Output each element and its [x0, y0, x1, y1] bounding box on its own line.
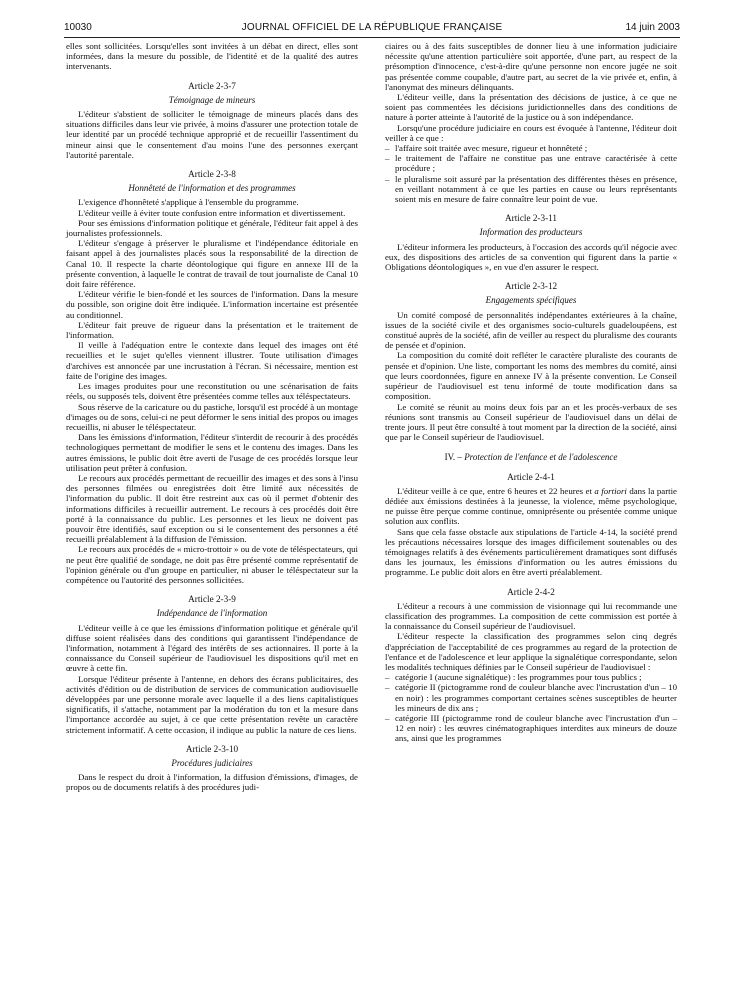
- conditions-list: [385, 143, 677, 204]
- publication-date: 14 juin 2003: [625, 22, 680, 33]
- article-heading: Article 2-3-8: [188, 169, 236, 180]
- paragraph: L'éditeur veille à ce que les émissions d'information politique et générale qu'il diffuse soient réalisées dans des conditions qui garantissent l'indépendance de l'information, notamment à l'égard des intérêts de ses actionnaires. Il porte à la connaissance du Conseil supérieur de l'audiovisuel les dispositions qu'il met en œuvre à cette fin.: [66, 622, 358, 674]
- paragraph: L'exigence d'honnêteté s'applique à l'ensemble du programme.: [78, 197, 299, 208]
- paragraph: Le comité se réunit au moins deux fois par an et les procès-verbaux de ses réunions sont transmis au Conseil supérieur de l'audiovisuel dans un délai de trente jours. Il peut être consulté à tout moment par la direction de la société, ainsi que par le Conseil supérieur de l'audiovisuel.: [385, 401, 677, 443]
- article-subtitle: Engagements spécifiques: [485, 295, 577, 306]
- page-number: 10030: [64, 22, 92, 33]
- paragraph: L'éditeur vérifie le bien-fondé et les sources de l'information. Dans la mesure du possible, son origine doit être indiquée. L'information incertaine est présentée au conditionnel.: [66, 289, 358, 320]
- paragraph: L'éditeur fait preuve de rigueur dans la présentation et le traitement de l'information.: [66, 319, 358, 341]
- paragraph: ciaires ou à des faits susceptibles de donner lieu à une information judiciaire nécessite qu'une attention particulière soit apportée, d'une part, au respect de la présomption d'innocence, c'est-à-dire qu'une personne non encore jugée ne soit pas présentée comme coupable, d'autre part, au secret de la vie privée et, enfin, à l'anonymat des mineurs délinquants.: [385, 41, 677, 92]
- paragraph: Pour ses émissions d'information politique et générale, l'éditeur fait appel à des journalistes professionnels.: [66, 217, 358, 239]
- header-rule: [64, 37, 680, 38]
- paragraph: Sous réserve de la caricature ou du pastiche, lorsqu'il est procédé à un montage d'images ou de sons, celui-ci ne peut déformer le sens initial des propos ou images recueillis, ni abuser le téléspectateur.: [66, 401, 358, 432]
- paragraph: Il veille à l'adéquation entre le contexte dans lequel des images ont été recueillies et le sujet qu'elles viennent illustrer. Toute utilisation d'images d'archives est annoncée par une incrustation à l'écran. Si nécessaire, mention est faite de l'origine des images.: [66, 340, 358, 381]
- list-item: – le pluralisme soit assuré par la présentation des différentes thèses en présence, en veillant notamment à ce que les parties en cause ou leurs représentants soient mis en mesure de faire connaître leur point de vue.: [385, 174, 677, 205]
- paragraph: Dans les émissions d'information, l'éditeur s'interdit de recourir à des procédés technologiques permettant de modifier le sens et le contenu des images. Dans les autres émissions, le public doit être averti de l'usage de ces procédés lorsque leur utilisation peut prêter à confusion.: [66, 432, 358, 473]
- right-column: [385, 41, 677, 744]
- paragraph: L'éditeur s'abstient de solliciter le témoignage de mineurs placés dans des situations difficiles dans leur vie privée, à moins d'assurer une protection totale de leur identité par un procédé technique approprié et de recueillir l'assentiment du mineur ainsi que le consentement d'au moins l'une des personnes exerçant l'autorité parentale.: [66, 109, 358, 160]
- article-heading: Article 2-4-2: [507, 586, 555, 597]
- paragraph: Le recours aux procédés permettant de recueillir des images et des sons à l'insu des personnes filmées ou enregistrées doit être limité aux nécessités de l'information du public. Il doit être restreint aux cas où il permet d'obtenir des informations difficiles à recueillir autrement. Le recours à ces procédés doit être porté à la connaissance du public. Les personnes et les lieux ne doivent pas pouvoir être identifiés, sauf exception ou si le consentement des personnes a été recueilli préalablement à la diffusion de l'émission.: [66, 472, 358, 545]
- categories-list: [385, 672, 677, 743]
- paragraph: L'éditeur veille, dans la présentation des décisions de justice, à ce que ne soient pas commentées les décisions juridictionnelles dans des conditions de nature à porter atteinte à l'autorité de la justice ou à son indépendance.: [385, 92, 677, 123]
- paragraph: elles sont sollicitées. Lorsqu'elles sont invitées à un débat en direct, elles sont informées, dans la mesure du possible, de l'identité et de la qualité des autres intervenants.: [66, 41, 358, 72]
- paragraph: Lorsqu'une procédure judiciaire en cours est évoquée à l'antenne, l'éditeur doit veiller à ce que :: [385, 122, 677, 143]
- paragraph: Lorsque l'éditeur présente à l'antenne, en dehors des écrans publicitaires, des activités d'édition ou de distribution de services de communication audiovisuelle développées par une personne morale avec laquelle il a des liens capitalistiques significatifs, il s'attache, notamment par la modération du ton et la mesure dans l'importance accordée au sujet, à ce que cette présentation revête un caractère strictement informatif. A cette occasion, il indique au public la nature de ces liens.: [66, 673, 358, 735]
- list-item: – catégorie III (pictogramme rond de couleur blanche avec l'incrustation d'un – 12 en noir) : les œuvres cinématographiques interdites aux mineurs de douze ans, ainsi que les programmes: [385, 713, 677, 744]
- paragraph: [385, 486, 677, 527]
- list-item: – le traitement de l'affaire ne constitue pas une entrave caractérisée à cette procédure ;: [385, 153, 677, 173]
- text-run-italic: a fortiori: [594, 485, 627, 496]
- paragraph: L'éditeur veille à éviter toute confusion entre information et divertissement.: [78, 207, 346, 218]
- article-subtitle: Information des producteurs: [479, 227, 583, 238]
- page-header: [64, 22, 680, 36]
- article-subtitle: Procédures judiciaires: [171, 758, 253, 768]
- article-heading: Article 2-3-11: [505, 213, 557, 224]
- list-item: – catégorie I (aucune signalétique) : les programmes pour tous publics ;: [385, 672, 677, 682]
- article-heading: Article 2-3-10: [185, 743, 239, 754]
- list-item: – catégorie II (pictogramme rond de couleur blanche avec l'incrustation d'un – 10 en noir) : les programmes comportant certaines scènes susceptibles de heurter les mineurs de dix ans ;: [385, 682, 677, 713]
- paragraph: Dans le respect du droit à l'information, la diffusion d'émissions, d'images, de propos ou de documents relatifs à des procédures judi-: [66, 772, 358, 793]
- text-run: dans la partie dédiée aux émissions destinées à la jeunesse, la violence, même psychologique, ne puisse être perçue comme continue, omniprésente ou présentée comme unique solution aux conflits.: [385, 485, 677, 527]
- paragraph: L'éditeur respecte la classification des programmes selon cinq degrés d'appréciation de l'acceptabilité de ces programmes au regard de la protection de l'enfance et de l'adolescence et leur applique la signalétique correspondante, selon les modalités techniques définies par le Conseil supérieur de l'audiovisuel :: [385, 631, 677, 672]
- paragraph: Les images produites pour une reconstitution ou une scénarisation de faits réels, ou supposés tels, doivent être présentées comme telles aux téléspectateurs.: [66, 381, 358, 402]
- article-subtitle: Indépendance de l'information: [156, 608, 268, 619]
- article-heading: Article 2-4-1: [507, 471, 555, 482]
- paragraph: Un comité composé de personnalités indépendantes extérieures à la chaîne, issues de la société civile et des organismes socio-culturels guadeloupéens, est constitué auprès de la société, afin de veiller au respect du pluralisme des courants de pensée et d'opinion.: [385, 309, 677, 351]
- paragraph: La composition du comité doit refléter le caractère pluraliste des courants de pensée et d'opinion. Une liste, comportant les noms des membres du comité, ainsi que leurs coordonnées, figure en annexe IV à la présente convention. Le Conseil supérieur de l'audiovisuel est tenu informé de toute modification dans sa composition.: [385, 350, 677, 402]
- paragraph: Le recours aux procédés de « micro-trottoir » ou de vote de téléspectateurs, qui ne peut être qualifié de sondage, ne doit pas être présenté comme représentatif de l'opinion générale ou d'un groupe en particulier, ni abuser le téléspectateur sur la compétence ou l'autorité des personnes sollicitées.: [66, 544, 358, 585]
- paragraph: L'éditeur informera les producteurs, à l'occasion des accords qu'il négocie avec eux, des dispositions des articles de sa convention qui figurent dans la partie « Obligations déontologiques », en vue d'en assurer le respect.: [385, 241, 677, 273]
- paragraph: L'éditeur s'engage à préserver le pluralisme et l'indépendance éditoriale en faisant appel à des journalistes placés sous la responsabilité de la direction de Canal 10. Il respecte la charte déontologique qui figure en annexe III de la présente convention, à laquelle le contrat de travail de tout journaliste de Canal 10 doit faire référence.: [66, 238, 358, 290]
- article-heading: Article 2-3-9: [188, 594, 236, 605]
- article-subtitle: Témoignage de mineurs: [168, 94, 256, 105]
- paragraph: L'éditeur a recours à une commission de visionnage qui lui recommande une classification des programmes. La composition de cette commission est portée à la connaissance du Conseil supérieur de l'audiovisuel.: [385, 600, 677, 632]
- paragraph: Sans que cela fasse obstacle aux stipulations de l'article 4-14, la société prend les précautions nécessaires lorsque des images difficilement soutenables ou des témoignages relatifs à des événements particulièrement dramatiques sont diffusés dans les journaux, les émissions d'information ou les autres émissions du programme. Le public doit alors en être averti préalablement.: [385, 526, 677, 578]
- left-column: [66, 41, 358, 793]
- section-title: Protection de l'enfance et de l'adolescence: [464, 452, 618, 463]
- text-run: L'éditeur veille à ce que, entre 6 heures et 22 heures et: [397, 485, 595, 496]
- journal-title: JOURNAL OFFICIEL DE LA RÉPUBLIQUE FRANÇAISE: [241, 22, 503, 33]
- article-subtitle: Honnêteté de l'information et des programmes: [128, 183, 296, 194]
- section-number: IV. –: [444, 452, 462, 463]
- article-heading: Article 2-3-7: [188, 80, 236, 91]
- list-item: – l'affaire soit traitée avec mesure, rigueur et honnêteté ;: [385, 143, 677, 153]
- section-heading: [385, 452, 677, 462]
- article-heading: Article 2-3-12: [504, 281, 558, 292]
